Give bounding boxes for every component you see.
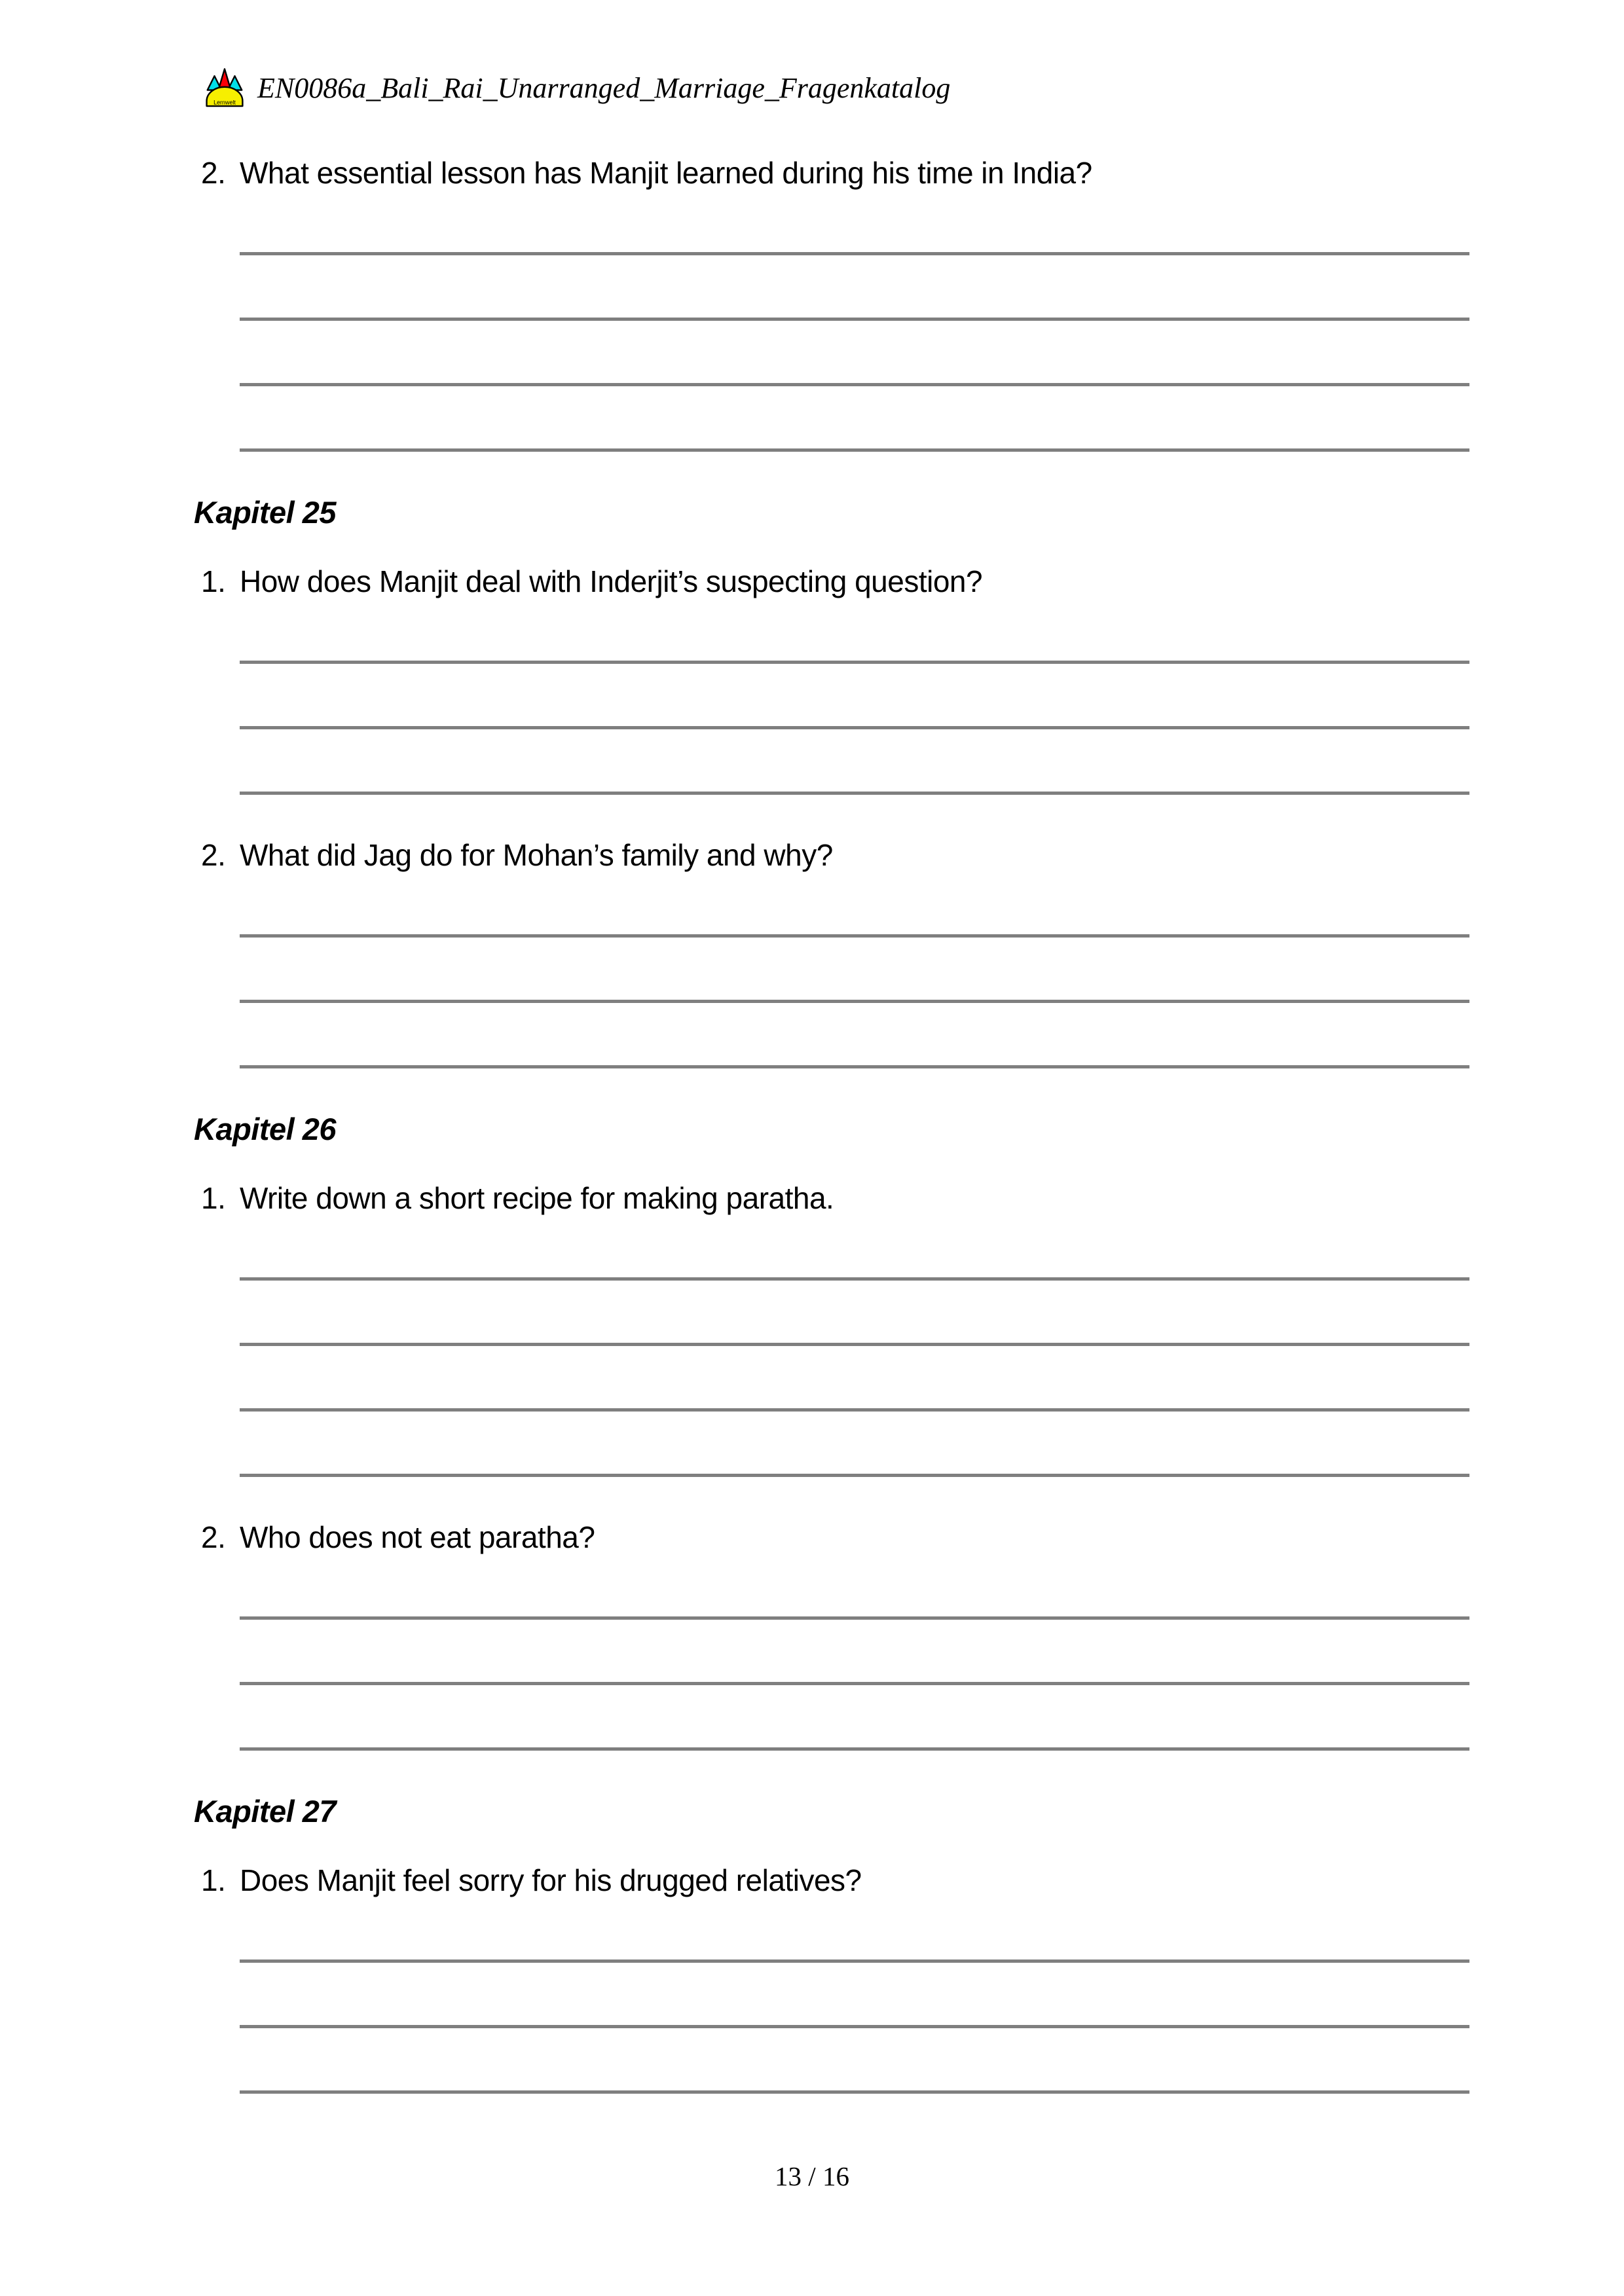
answer-line	[240, 2090, 1469, 2094]
answer-line	[240, 1277, 1469, 1281]
answer-line	[240, 934, 1469, 938]
question	[201, 1182, 1467, 1214]
page-header	[205, 67, 950, 108]
answer-line	[240, 1959, 1469, 1963]
question-text: Who does not eat paratha?	[240, 1520, 595, 1554]
answer-line	[240, 1000, 1469, 1003]
answer-line	[240, 1616, 1469, 1620]
page-footer	[0, 2160, 1624, 2192]
answer-line	[240, 2025, 1469, 2028]
answer-line	[240, 318, 1469, 321]
question	[201, 566, 1467, 597]
question-text: Write down a short recipe for making paratha.	[240, 1180, 834, 1215]
question-number: 2.	[201, 837, 226, 872]
answer-line	[240, 1474, 1469, 1477]
lernwelt-logo-icon	[205, 67, 244, 108]
page-number: 13 / 16	[775, 2161, 849, 2191]
answer-line	[240, 252, 1469, 255]
answer-line	[240, 383, 1469, 386]
answer-line	[240, 1682, 1469, 1685]
answer-line	[240, 1065, 1469, 1068]
answer-line	[240, 1747, 1469, 1751]
question	[201, 1522, 1467, 1553]
question-number: 1.	[201, 1180, 226, 1215]
chapter-heading: Kapitel 26	[194, 1112, 337, 1147]
answer-line	[240, 726, 1469, 729]
question	[201, 1865, 1467, 1896]
question-number: 1.	[201, 564, 226, 598]
question	[201, 839, 1467, 871]
answer-line	[240, 661, 1469, 664]
chapter-heading: Kapitel 27	[194, 1794, 337, 1829]
question-number: 2.	[201, 1520, 226, 1554]
question-number: 1.	[201, 1863, 226, 1897]
logo-text: Lernwelt	[213, 99, 236, 106]
chapter-heading: Kapitel 25	[194, 495, 337, 530]
question-number: 2.	[201, 156, 226, 190]
question-text: What essential lesson has Manjit learned during his time in India?	[240, 156, 1092, 190]
question-text: Does Manjit feel sorry for his drugged relatives?	[240, 1863, 862, 1897]
worksheet-body	[0, 141, 1624, 2094]
answer-line	[240, 1408, 1469, 1412]
question-text: How does Manjit deal with Inderjit’s suspecting question?	[240, 564, 983, 598]
answer-line	[240, 448, 1469, 452]
document-filename: EN0086a_Bali_Rai_Unarranged_Marriage_Fragenkatalog	[257, 71, 951, 104]
answer-line	[240, 792, 1469, 795]
question	[201, 157, 1467, 189]
answer-line	[240, 1343, 1469, 1346]
question-text: What did Jag do for Mohan’s family and why?	[240, 837, 833, 872]
